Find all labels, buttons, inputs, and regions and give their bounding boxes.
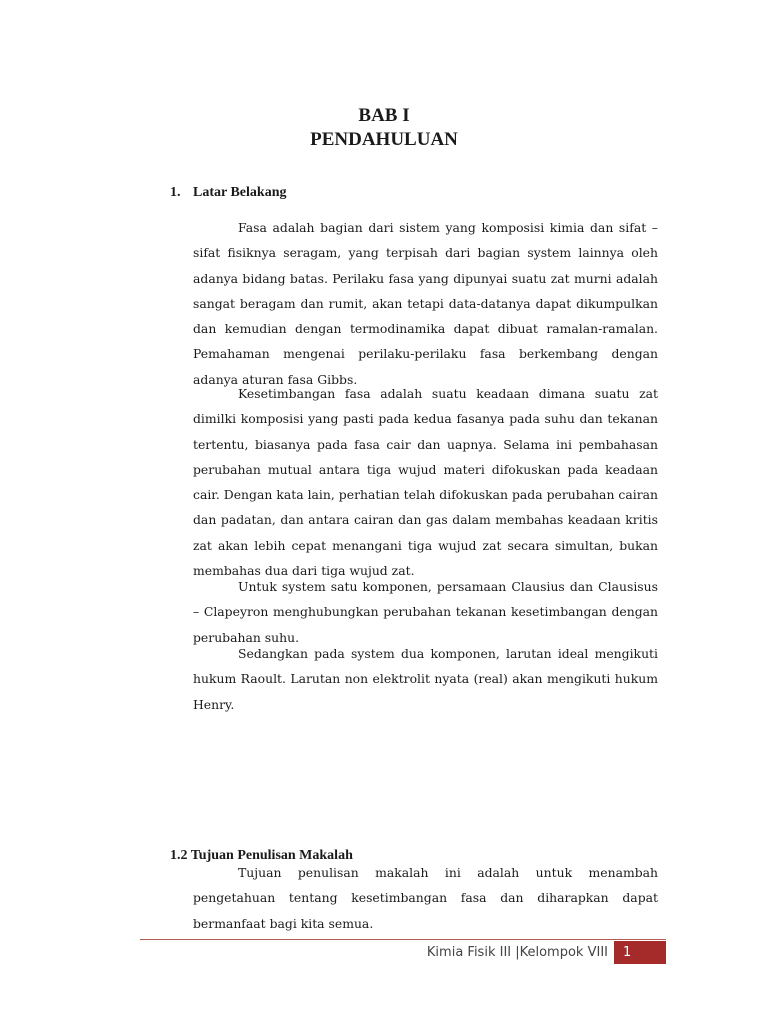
section-title: Latar Belakang <box>193 185 287 200</box>
chapter-label: BAB I <box>358 105 410 126</box>
chapter-heading <box>0 104 768 152</box>
paragraph: Fasa adalah bagian dari sistem yang komposisi kimia dan sifat – sifat fisiknya seragam, yang terpisah dari bagian system lainnya oleh adanya bidang batas. Perilaku fasa yang dipunyai suatu zat murni adalah sangat beragam dan rumit, akan tetapi data-datanya dapat dikumpulkan dan kemudian dengan termodinamika dapat dibuat ramalan-ramalan. Pemahaman mengenai perilaku-perilaku fasa berkembang dengan adanya aturan fasa Gibbs. <box>193 220 658 387</box>
chapter-title: PENDAHULUAN <box>310 129 458 150</box>
paragraph: Tujuan penulisan makalah ini adalah untuk menambah pengetahuan tentang kesetimbangan fasa dan diharapkan dapat bermanfaat bagi kita semua. <box>193 865 658 931</box>
footer-text: Kimia Fisik III |Kelompok VIII <box>426 945 608 960</box>
section-title: Tujuan Penulisan Makalah <box>190 848 353 863</box>
paragraph: Untuk system satu komponen, persamaan Clausius dan Clausisus – Clapeyron menghubungkan perubahan tekanan kesetimbangan dengan perubahan suhu. <box>193 579 658 645</box>
section-number: 1. <box>170 185 181 200</box>
section-number: 1.2 <box>170 848 188 863</box>
page-number-badge: 1 <box>614 941 666 964</box>
footer-divider <box>140 939 666 940</box>
paragraph: Kesetimbangan fasa adalah suatu keadaan dimana suatu zat dimilki komposisi yang pasti pada kedua fasanya pada suhu dan tekanan tertentu, biasanya pada fasa cair dan uapnya. Selama ini pembahasan perubahan mutual antara tiga wujud materi difokuskan pada keadaan cair. Dengan kata lain, perhatian telah difokuskan pada perubahan cairan dan padatan, dan antara cairan dan gas dalam membahas keadaan kritis zat akan lebih cepat menangani tiga wujud zat secara simultan, bukan membahas dua dari tiga wujud zat. <box>193 386 658 579</box>
section-heading-latar-belakang <box>170 184 286 202</box>
paragraph: Sedangkan pada system dua komponen, larutan ideal mengikuti hukum Raoult. Larutan non elektrolit nyata (real) akan mengikuti hukum Henry. <box>193 646 658 712</box>
